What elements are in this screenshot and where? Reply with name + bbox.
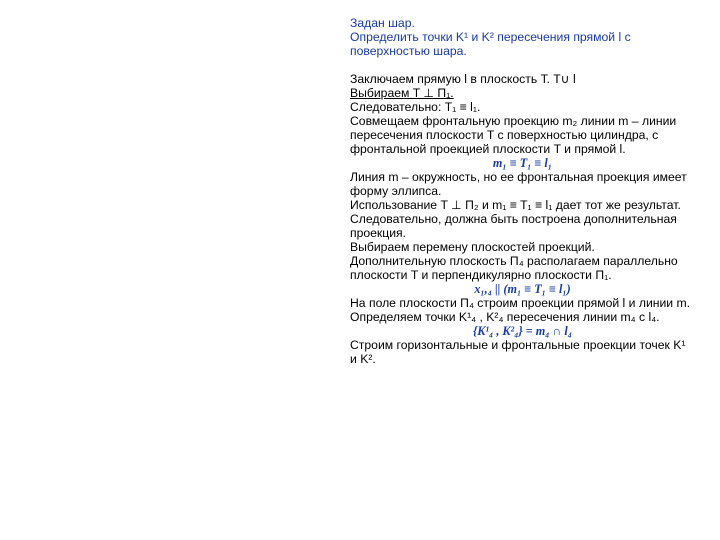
given-statement: Задан шар. (350, 16, 415, 30)
text-column (350, 16, 695, 366)
step-line-circle: Линия m – окружность, но ее фронтальная проекция имеет форму эллипса. (350, 170, 687, 198)
step-find-points: Определяем точки K¹₄ , K²₄ пересечения линии m₄ с l₄. (350, 310, 660, 324)
step-change-planes: Выбираем перемену плоскостей проекций. (350, 240, 595, 254)
step-alternative: Использование T ⊥ П₂ и m₁ ≡ T₁ ≡ l₁ дает тот же результат. Следовательно, должна быть построена дополнительная проекция. (350, 198, 681, 240)
step-enclose-line: Заключаем прямую l в плоскость T. T∪ l (350, 72, 576, 86)
step-choose-plane: Выбираем T ⊥ П₁. (350, 86, 454, 100)
formula-3: {K¹₄ , K²₄} = m₄ ∩ l₄ (473, 324, 572, 338)
step-final: Строим горизонтальные и фронтальные проекции точек K¹ и K². (350, 338, 686, 366)
task-statement: Определить точки K¹ и K² пересечения прямой l с поверхностью шара. (350, 30, 631, 58)
step-consequence: Следовательно: T₁ ≡ l₁. (350, 100, 481, 114)
formula-2: x₁,₄ || (m₁ ≡ T₁ ≡ l₁) (474, 282, 571, 296)
step-additional-plane: Дополнительную плоскость П₄ располагаем параллельно плоскости T и перпендикулярно плоскости П₁. (350, 254, 678, 282)
spacer (350, 58, 695, 72)
step-combine-projection: Совмещаем фронтальную проекцию m₂ линии m – линии пересечения плоскости T с поверхностью цилиндра, с фронтальной проекцией плоскости T и прямой l. (350, 114, 677, 156)
formula-1: m₁ ≡ T₁ ≡ l₁ (492, 156, 553, 170)
step-build-projections: На поле плоскости П₄ строим проекции прямой l и линии m. (350, 296, 691, 310)
